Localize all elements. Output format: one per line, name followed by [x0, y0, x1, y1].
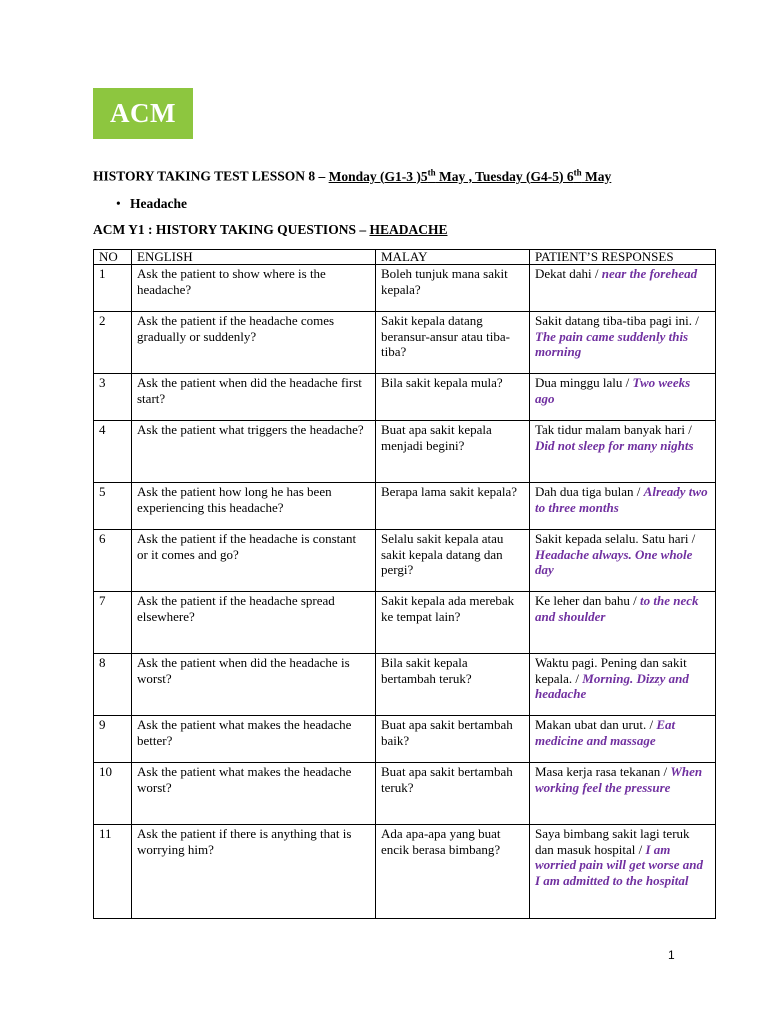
- cell-english: Ask the patient if the headache is constant or it comes and go?: [132, 530, 376, 592]
- cell-no: 3: [94, 374, 132, 421]
- cell-no: 11: [94, 825, 132, 919]
- table-row: [94, 374, 716, 421]
- table-body: [94, 265, 716, 919]
- cell-no: 8: [94, 654, 132, 716]
- response-english: Already two to three months: [535, 484, 708, 515]
- cell-no: 9: [94, 716, 132, 763]
- title-schedule-part3: May: [581, 168, 612, 184]
- header-malay: MALAY: [376, 250, 530, 265]
- cell-response: [530, 265, 716, 312]
- cell-malay: Sakit kepala datang beransur-ansur atau tiba-tiba?: [376, 312, 530, 374]
- cell-malay: Bila sakit kepala bertambah teruk?: [376, 654, 530, 716]
- table-row: [94, 483, 716, 530]
- page-number: 1: [668, 948, 675, 962]
- cell-no: 5: [94, 483, 132, 530]
- response-english: I am worried pain will get worse and I am admitted to the hospital: [535, 841, 703, 888]
- cell-english: Ask the patient if the headache spread elsewhere?: [132, 592, 376, 654]
- cell-malay: Selalu sakit kepala atau sakit kepala datang dan pergi?: [376, 530, 530, 592]
- response-malay: Masa kerja rasa tekanan /: [535, 764, 671, 779]
- response-english: When working feel the pressure: [535, 764, 703, 795]
- table-row: [94, 592, 716, 654]
- questions-table: [93, 249, 716, 919]
- bullet-dot-icon: •: [116, 196, 121, 211]
- cell-response: [530, 483, 716, 530]
- title-sup2: th: [573, 167, 582, 177]
- response-english: Two weeks ago: [535, 375, 691, 406]
- header-english: ENGLISH: [132, 250, 376, 265]
- response-malay: Sakit datang tiba-tiba pagi ini. /: [535, 313, 699, 328]
- table-row: [94, 421, 716, 483]
- document-title: [93, 167, 733, 185]
- cell-malay: Ada apa-apa yang buat encik berasa bimbang?: [376, 825, 530, 919]
- title-prefix: HISTORY TAKING TEST LESSON 8 –: [93, 168, 329, 184]
- table-row: [94, 763, 716, 825]
- response-malay: Sakit kepada selalu. Satu hari /: [535, 531, 696, 546]
- cell-malay: Buat apa sakit bertambah baik?: [376, 716, 530, 763]
- cell-malay: Bila sakit kepala mula?: [376, 374, 530, 421]
- cell-response: [530, 530, 716, 592]
- subtitle-topic: HEADACHE: [369, 222, 448, 237]
- cell-response: [530, 763, 716, 825]
- table-row: [94, 825, 716, 919]
- cell-english: Ask the patient when did the headache first start?: [132, 374, 376, 421]
- response-malay: Dah dua tiga bulan /: [535, 484, 644, 499]
- response-malay: Tak tidur malam banyak hari /: [535, 422, 692, 437]
- response-malay: Waktu pagi. Pening dan sakit kepala. /: [535, 655, 687, 686]
- cell-no: 6: [94, 530, 132, 592]
- cell-no: 2: [94, 312, 132, 374]
- title-schedule-part1: Monday (G1-3 )5: [328, 168, 428, 184]
- topic-bullet: [116, 196, 187, 212]
- cell-response: [530, 654, 716, 716]
- table-row: [94, 530, 716, 592]
- title-sup1: th: [427, 167, 436, 177]
- cell-malay: Buat apa sakit kepala menjadi begini?: [376, 421, 530, 483]
- logo-text: ACM: [110, 98, 176, 128]
- cell-response: [530, 592, 716, 654]
- response-malay: Dekat dahi /: [535, 266, 602, 281]
- cell-malay: Sakit kepala ada merebak ke tempat lain?: [376, 592, 530, 654]
- response-english: The pain came suddenly this morning: [535, 328, 689, 359]
- table-row: [94, 716, 716, 763]
- cell-response: [530, 374, 716, 421]
- cell-english: Ask the patient to show where is the headache?: [132, 265, 376, 312]
- cell-english: Ask the patient what makes the headache worst?: [132, 763, 376, 825]
- cell-malay: Buat apa sakit bertambah teruk?: [376, 763, 530, 825]
- cell-english: Ask the patient when did the headache is worst?: [132, 654, 376, 716]
- cell-response: [530, 825, 716, 919]
- response-english: near the forehead: [601, 266, 698, 281]
- table-row: [94, 654, 716, 716]
- topic-label: Headache: [130, 196, 187, 211]
- response-english: Eat medicine and massage: [535, 717, 676, 748]
- response-english: Headache always. One whole day: [535, 546, 693, 577]
- table-header-row: [94, 250, 716, 265]
- cell-no: 4: [94, 421, 132, 483]
- title-schedule-part2: May , Tuesday (G4-5) 6: [435, 168, 574, 184]
- response-english: to the neck and shoulder: [535, 593, 699, 624]
- cell-english: Ask the patient what makes the headache better?: [132, 716, 376, 763]
- header-responses: PATIENT’S RESPONSES: [530, 250, 716, 265]
- cell-malay: Berapa lama sakit kepala?: [376, 483, 530, 530]
- section-subtitle: [93, 222, 447, 238]
- cell-english: Ask the patient if there is anything that is worrying him?: [132, 825, 376, 919]
- cell-english: Ask the patient if the headache comes gradually or suddenly?: [132, 312, 376, 374]
- response-english: Morning. Dizzy and headache: [535, 670, 689, 701]
- cell-response: [530, 716, 716, 763]
- response-malay: Makan ubat dan urut. /: [535, 717, 657, 732]
- response-malay: Ke leher dan bahu /: [535, 593, 641, 608]
- response-malay: Dua minggu lalu /: [535, 375, 633, 390]
- header-no: NO: [94, 250, 132, 265]
- table-row: [94, 312, 716, 374]
- subtitle-prefix: ACM Y1 : HISTORY TAKING QUESTIONS –: [93, 222, 370, 237]
- cell-english: Ask the patient how long he has been experiencing this headache?: [132, 483, 376, 530]
- response-malay: Saya bimbang sakit lagi teruk dan masuk hospital /: [535, 826, 690, 857]
- acm-logo: [93, 88, 193, 139]
- title-schedule: [329, 169, 612, 184]
- table-row: [94, 265, 716, 312]
- cell-no: 1: [94, 265, 132, 312]
- cell-malay: Boleh tunjuk mana sakit kepala?: [376, 265, 530, 312]
- cell-no: 7: [94, 592, 132, 654]
- cell-no: 10: [94, 763, 132, 825]
- cell-english: Ask the patient what triggers the headache?: [132, 421, 376, 483]
- cell-response: [530, 312, 716, 374]
- cell-response: [530, 421, 716, 483]
- response-english: Did not sleep for many nights: [535, 437, 694, 453]
